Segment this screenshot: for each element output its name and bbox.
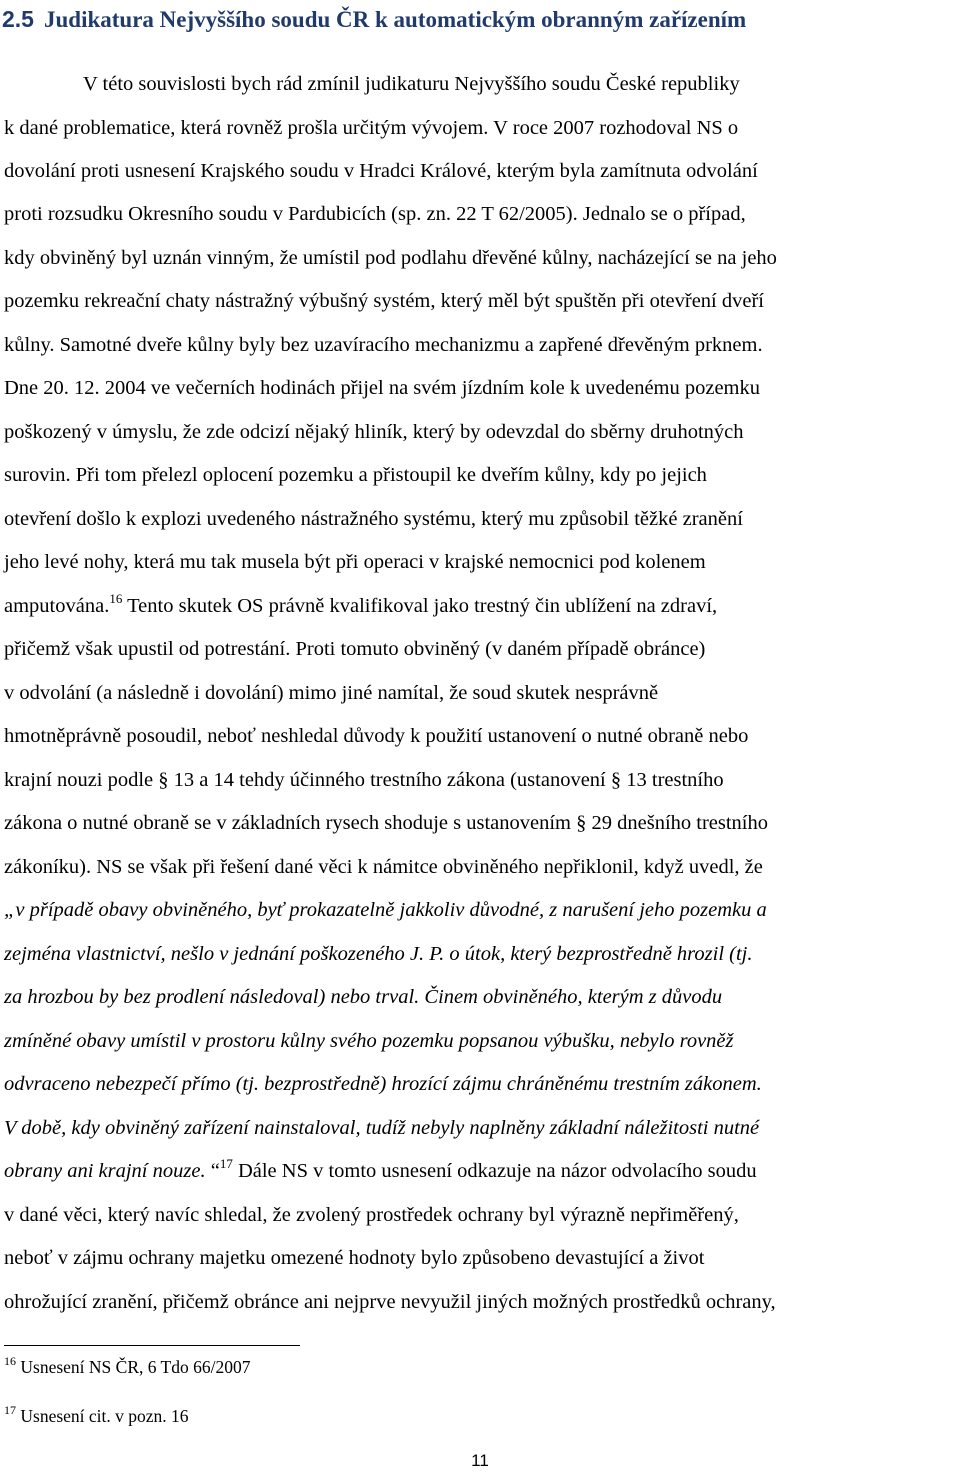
closing-quote: “	[205, 1160, 220, 1182]
paragraph-line	[4, 592, 717, 620]
footnote	[4, 1404, 189, 1428]
paragraph-line: surovin. Při tom přelezl oplocení pozemku a přistoupil ke dveřím kůlny, kdy po jejich	[4, 464, 707, 486]
page-number: 11	[471, 1451, 489, 1470]
quote-line: V době, kdy obviněný zařízení nainstaloval, tudíž nebyly naplněny základní náležitosti nutné	[4, 1117, 760, 1139]
quote-line: „v případě obavy obviněného, byť prokazatelně jakkoliv důvodné, z narušení jeho pozemku a	[4, 899, 767, 921]
section-heading	[2, 4, 746, 35]
paragraph-line: krajní nouzi podle § 13 a 14 tehdy účinného trestního zákona (ustanovení § 13 trestního	[4, 769, 724, 791]
paragraph-line: v odvolání (a následně i dovolání) mimo jiné namítal, že soud skutek nesprávně	[4, 682, 659, 704]
paragraph-line: přičemž však upustil od potrestání. Proti tomuto obviněný (v daném případě obránce)	[4, 638, 706, 660]
paragraph-line: k dané problematice, která rovněž prošla určitým vývojem. V roce 2007 rozhodoval NS o	[4, 117, 739, 139]
paragraph-line: hmotněprávně posoudil, neboť neshledal důvody k použití ustanovení o nutné obraně nebo	[4, 725, 749, 747]
footnote-reference[interactable]: 16	[109, 591, 123, 606]
section-number: 2.5	[2, 6, 34, 32]
footnote-text: Usnesení cit. v pozn. 16	[16, 1406, 189, 1426]
paragraph-line: zákona o nutné obraně se v základních rysech shoduje s ustanovením § 29 dnešního trestního	[4, 812, 769, 834]
quote-text: obrany ani krajní nouze.	[4, 1160, 206, 1182]
line-text: Dále NS v tomto usnesení odkazuje na názor odvolacího soudu	[232, 1160, 757, 1182]
footnote-separator	[4, 1345, 300, 1346]
quote-line: za hrozbou by bez prodlení následoval) nebo trval. Činem obviněného, kterým z důvodu	[4, 986, 723, 1008]
paragraph-line: poškozený v úmyslu, že zde odcizí nějaký hliník, který by odevzdal do sběrny druhotných	[4, 421, 744, 443]
paragraph-line: ohrožující zranění, přičemž obránce ani nejprve nevyužil jiných možných prostředků ochrany,	[4, 1291, 776, 1313]
paragraph-line: dovolání proti usnesení Krajského soudu v Hradci Králové, kterým byla zamítnuta odvolání	[4, 160, 758, 182]
paragraph-line: pozemku rekreační chaty nástražný výbušný systém, který měl být spuštěn při otevření dveří	[4, 290, 764, 312]
quote-line: zejména vlastnictví, nešlo v jednání poškozeného J. P. o útok, který bezprostředně hrozil (tj.	[4, 943, 753, 965]
paragraph-line: zákoníku). NS se však při řešení dané věci k námitce obviněného nepřiklonil, když uvedl, že	[4, 856, 763, 878]
paragraph-line: V této souvislosti bych rád zmínil judikaturu Nejvyššího soudu České republiky	[83, 73, 740, 95]
line-text: Tento skutek OS právně kvalifikoval jako trestný čin ublížení na zdraví,	[122, 595, 718, 617]
paragraph-line: neboť v zájmu ochrany majetku omezené hodnoty bylo způsobeno devastující a život	[4, 1247, 705, 1269]
section-title: Judikatura Nejvyššího soudu ČR k automatickým obranným zařízením	[43, 7, 747, 32]
quote-line: zmíněné obavy umístil v prostoru kůlny svého pozemku popsanou výbušku, nebylo rovněž	[4, 1030, 734, 1052]
paragraph-line: kdy obviněný byl uznán vinným, že umístil pod podlahu dřevěné kůlny, nacházející se na jeho	[4, 247, 777, 269]
paragraph-line: kůlny. Samotné dveře kůlny byly bez uzavíracího mechanizmu a zapřené dřevěným prknem.	[4, 334, 763, 356]
footnote-mark: 16	[4, 1354, 16, 1368]
quote-line: odvraceno nebezpečí přímo (tj. bezprostředně) hrozící zájmu chráněnému trestním zákonem.	[4, 1073, 762, 1095]
paragraph-line: otevření došlo k explozi uvedeného nástražného systému, který mu způsobil těžké zranění	[4, 508, 743, 530]
footnote-mark: 17	[4, 1403, 16, 1417]
footnote-text: Usnesení NS ČR, 6 Tdo 66/2007	[16, 1357, 251, 1377]
line-text: amputována.	[4, 595, 110, 617]
footnote	[4, 1355, 250, 1379]
paragraph-line: Dne 20. 12. 2004 ve večerních hodinách přijel na svém jízdním kole k uvedenému pozemku	[4, 377, 761, 399]
paragraph-line: v dané věci, který navíc shledal, že zvolený prostředek ochrany byl výrazně nepřiměřený,	[4, 1204, 739, 1226]
paragraph-line: proti rozsudku Okresního soudu v Pardubicích (sp. zn. 22 T 62/2005). Jednalo se o případ,	[4, 203, 746, 225]
paragraph-line	[4, 1157, 757, 1185]
footnote-reference[interactable]: 17	[219, 1156, 233, 1171]
paragraph-line: jeho levé nohy, která mu tak musela být při operaci v krajské nemocnici pod kolenem	[4, 551, 706, 573]
